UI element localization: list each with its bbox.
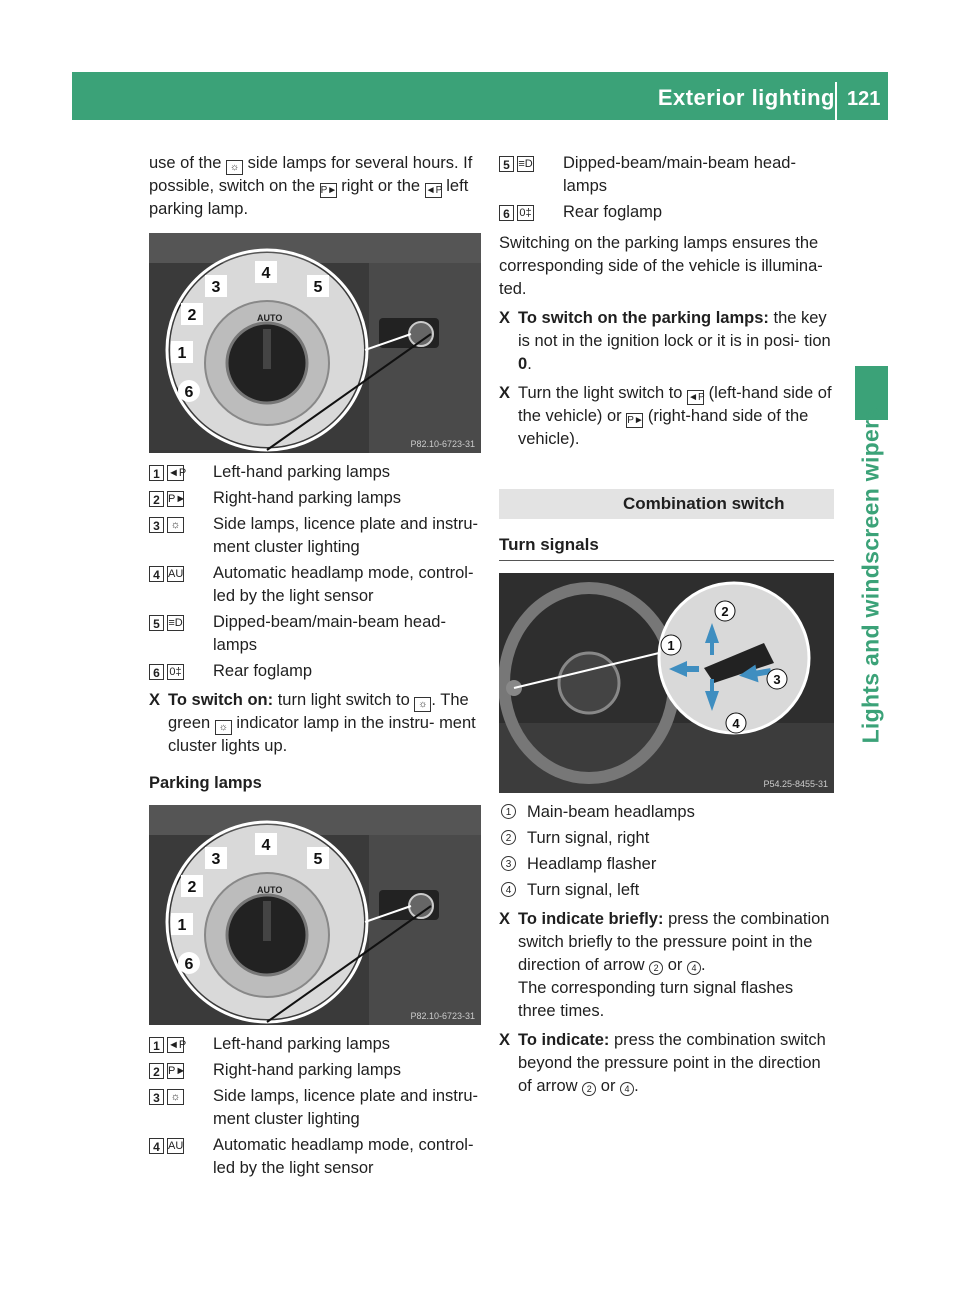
legend-icon: ◄P: [168, 467, 187, 479]
indicate-briefly-step: X To indicate briefly: press the combination switch briefly to the pressure point in the direction of arrow 2 or 4 . The corresponding turn signal flashes three times.: [499, 910, 830, 1020]
fig1-callout-4: 4: [261, 265, 271, 282]
park-step: X To switch on the parking lamps: the key is not in the ignition lock or it is in posi- tion 0.: [499, 309, 831, 373]
list-item: 2 Turn signal, right: [499, 827, 834, 850]
fig3-code: P54.25-8455-31: [763, 779, 828, 789]
intro-text-2: side lamps for several hours. If possible, switch on the: [149, 154, 473, 195]
intro-text-1: use of the: [149, 154, 222, 172]
right-parking-icon: P►: [320, 185, 338, 196]
list-item: 1 ◄P Left-hand parking lamps: [149, 461, 481, 484]
fig1-code: P82.10-6723-31: [410, 439, 475, 449]
list-item: 4 AU Automatic headlamp mode, control- led by the light sensor: [149, 562, 481, 608]
fig3-callout-3: 3: [773, 672, 781, 687]
right-parking-icon: P►: [627, 415, 644, 426]
list-item: 4 Turn signal, left: [499, 879, 834, 902]
step-arrow-icon: X: [149, 691, 161, 709]
side-tab-label: Lights and windscreen wipers: [857, 406, 884, 744]
fig2-code: P82.10-6723-31: [410, 1011, 475, 1021]
turn-signals-heading: Turn signals: [499, 533, 834, 561]
legend-icon: P►: [168, 1065, 187, 1077]
fig3-callout-2: 2: [721, 604, 729, 619]
combination-switch-figure: [499, 573, 834, 793]
left-parking-icon: ◄P: [425, 185, 443, 196]
side-lamp-icon: ☼: [226, 160, 243, 175]
indicate-step: X To indicate: press the combination switch beyond the pressure point in the direction of arrow 2 or 4 .: [499, 1031, 826, 1095]
parking-paragraph: Switching on the parking lamps ensures the corresponding side of the vehicle is illumina- ted.: [499, 234, 823, 298]
left-column: [149, 152, 481, 1180]
fig2-callout-5: 5: [313, 851, 323, 868]
item-list-2: [149, 1033, 481, 1180]
legend-icon: ◄P: [168, 1039, 187, 1051]
right-column: [499, 152, 834, 1098]
fig2-callout-1: 1: [177, 917, 187, 934]
turn-switch-step: X Turn the light switch to ◄P (left-hand side of the vehicle) or P► (right-hand side of the vehicle).: [499, 384, 832, 448]
list-item: 5 ≡D Dipped-beam/main-beam head- lamps: [149, 611, 481, 657]
dial-auto-label: AUTO: [257, 313, 283, 323]
fig3-callout-1: 1: [667, 638, 675, 653]
fig3-callout-4: 4: [732, 716, 740, 731]
page-title: Exterior lighting: [657, 85, 835, 110]
step-arrow-icon: X: [499, 309, 511, 327]
step-label: To indicate briefly:: [518, 910, 664, 928]
legend-icon: ☼: [167, 517, 184, 533]
header-divider: [835, 82, 837, 120]
dial-auto-label: AUTO: [257, 885, 283, 895]
fig1-callout-5: 5: [313, 279, 323, 296]
fig2-callout-3: 3: [211, 851, 221, 868]
list-item: 2 P► Right-hand parking lamps: [149, 1059, 481, 1082]
step-arrow-icon: X: [499, 1031, 511, 1049]
light-switch-figure-2: [149, 805, 481, 1025]
legend-icon: ≡D: [168, 617, 183, 629]
list-item: 6 0‡ Rear foglamp: [149, 660, 481, 683]
legend-icon: AU: [168, 568, 184, 580]
parking-lamps-heading: Parking lamps: [149, 774, 262, 792]
step-label: To switch on the parking lamps:: [518, 309, 769, 327]
list-item: 3 Headlamp flasher: [499, 853, 834, 876]
fig1-callout-3: 3: [211, 279, 221, 296]
side-lamp-icon: ☼: [414, 697, 431, 712]
step-arrow-icon: X: [499, 910, 511, 928]
legend-icon: 0‡: [517, 205, 534, 221]
light-switch-figure-1: [149, 233, 481, 453]
intro-text-3: right or the: [341, 177, 421, 195]
section-heading: Combination switch: [499, 489, 834, 519]
intro-text-4: left parking lamp.: [149, 177, 469, 218]
legend-icon: 0‡: [167, 664, 184, 680]
side-lamp-icon: ☼: [215, 720, 232, 735]
fig1-callout-1: 1: [177, 345, 187, 362]
step-label: To switch on:: [168, 691, 274, 709]
page-number: 121: [847, 88, 881, 110]
list-item: 2 P► Right-hand parking lamps: [149, 487, 481, 510]
fig2-callout-4: 4: [261, 837, 271, 854]
list-item: 4 AU Automatic headlamp mode, control- led by the light sensor: [149, 1134, 481, 1180]
step-arrow-icon: X: [499, 384, 511, 402]
legend-icon: AU: [168, 1140, 184, 1152]
fig1-callout-2: 2: [187, 307, 197, 324]
turn-signal-legend: [499, 801, 834, 902]
fig1-callout-6: 6: [184, 384, 194, 401]
list-item: 6 0‡ Rear foglamp: [499, 201, 834, 224]
switch-on-step: X To switch on: turn light switch to ☼ . The green ☼ indicator lamp in the instru- ment cluster lights up.: [149, 691, 476, 755]
list-item: 1 ◄P Left-hand parking lamps: [149, 1033, 481, 1056]
intro-paragraph: [149, 152, 481, 221]
step-label: To indicate:: [518, 1031, 610, 1049]
legend-icon: P►: [168, 493, 187, 505]
list-item: 1 Main-beam headlamps: [499, 801, 834, 824]
legend-icon: ☼: [167, 1089, 184, 1105]
fig2-callout-6: 6: [184, 956, 194, 973]
list-item: 3 ☼ Side lamps, licence plate and instru- ment cluster lighting: [149, 1085, 481, 1131]
fig2-callout-2: 2: [187, 879, 197, 896]
legend-icon: ≡D: [518, 158, 533, 170]
left-parking-icon: ◄P: [688, 392, 705, 403]
item-list-1: [149, 461, 481, 683]
list-item: 3 ☼ Side lamps, licence plate and instru- ment cluster lighting: [149, 513, 481, 559]
list-item: 5 ≡D Dipped-beam/main-beam head- lamps: [499, 152, 834, 198]
